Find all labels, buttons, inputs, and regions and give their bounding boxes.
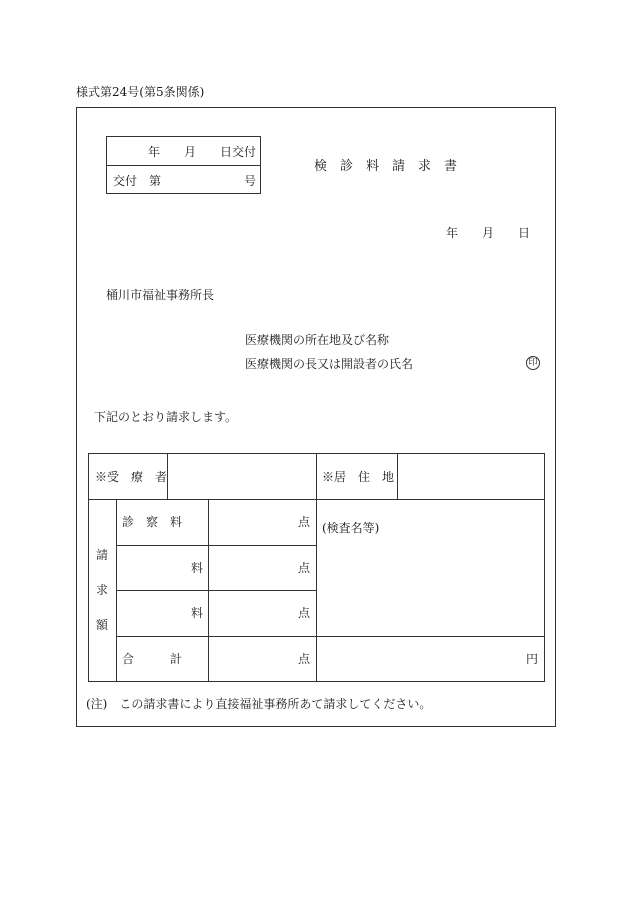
- form-number: 様式第24号(第5条関係): [76, 85, 205, 99]
- yen-unit: 円: [526, 652, 539, 666]
- patient-label: ※受 療 者: [95, 470, 168, 484]
- issue-number-suffix: 号: [244, 174, 257, 188]
- date-line: 年 月 日: [446, 226, 531, 240]
- total-unit: 点: [298, 652, 311, 666]
- intro-text: 下記のとおり請求します。: [94, 410, 238, 424]
- row-1-label: 診 察 料: [122, 515, 183, 529]
- row-3-unit: 点: [298, 606, 311, 620]
- row-2-label: 料: [191, 561, 204, 575]
- claim-label-char-1: 請: [96, 548, 109, 562]
- row-2-unit: 点: [298, 561, 311, 575]
- total-label: 合 計: [122, 652, 183, 666]
- applicant-address-label: 医療機関の所在地及び名称: [245, 333, 390, 347]
- exam-note: (検査名等): [322, 521, 380, 535]
- seal-icon: 印: [526, 356, 540, 370]
- document-title: 検 診 料 請 求 書: [314, 159, 458, 174]
- addressee: 桶川市福祉事務所長: [106, 288, 215, 302]
- footnote: (注) この請求書により直接福祉事務所あて請求してください。: [86, 697, 432, 711]
- claim-label-char-2: 求: [96, 583, 109, 597]
- row-1-unit: 点: [298, 515, 311, 529]
- issue-date-label: 年 月 日交付: [148, 145, 257, 159]
- issue-number-prefix: 交付 第: [113, 174, 162, 188]
- row-3-label: 料: [191, 606, 204, 620]
- claim-label-char-3: 額: [96, 618, 109, 632]
- applicant-name-label: 医療機関の長又は開設者の氏名: [245, 357, 414, 371]
- residence-label: ※居 住 地: [322, 470, 395, 484]
